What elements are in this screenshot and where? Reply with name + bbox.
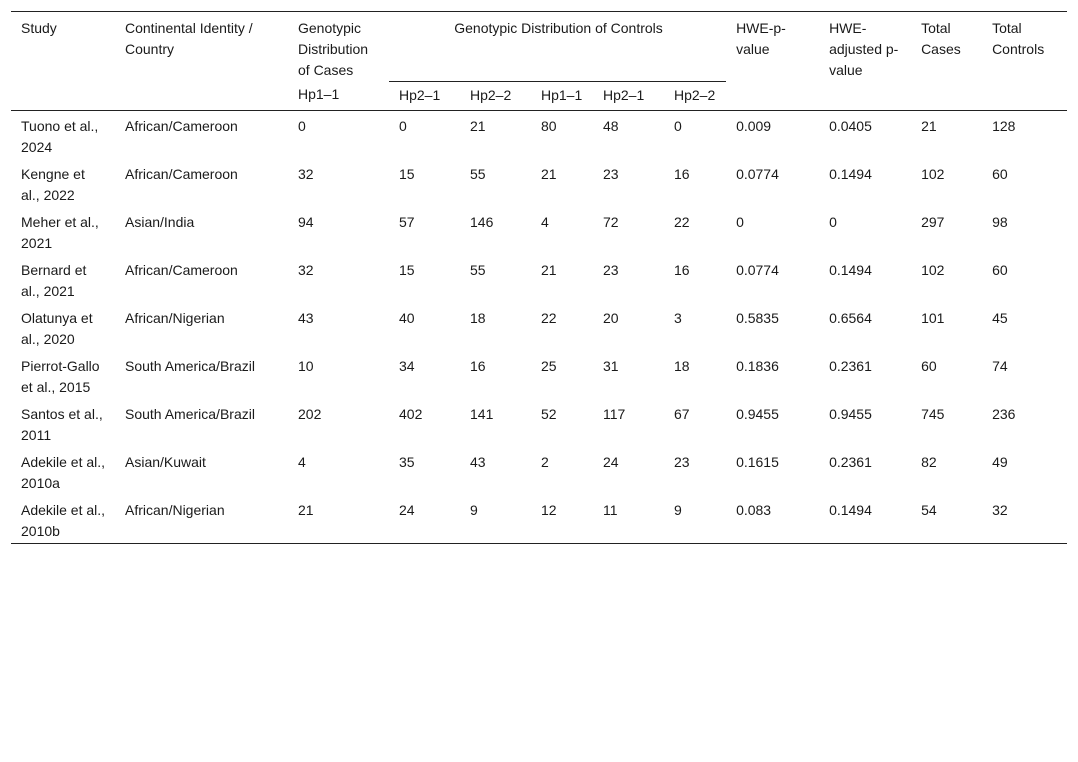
cell-controls-hp21: 40 [399, 309, 415, 326]
table-row [11, 255, 1067, 303]
cell-controls-hp11: 21 [541, 165, 557, 182]
cell-country: African/Cameroon [125, 165, 238, 182]
cell-controls-hp22b: 16 [674, 261, 690, 278]
cell-controls-hp22: 18 [470, 309, 486, 326]
cell-cases-hp11: 32 [298, 261, 314, 278]
cell-total-controls: 60 [992, 165, 1008, 182]
table-row [11, 495, 1067, 544]
cell-controls-hp22: 21 [470, 117, 486, 134]
cell-controls-hp21b: 23 [603, 165, 619, 182]
subheader-controls-hp11: Hp1–1 [541, 86, 583, 103]
cell-country: South America/Brazil [125, 357, 255, 374]
cell-country: Asian/Kuwait [125, 453, 206, 470]
cell-study: Kengne et al., 2022 [21, 165, 85, 203]
cell-controls-hp11: 52 [541, 405, 557, 422]
cell-controls-hp21: 15 [399, 165, 415, 182]
subheader-controls-hp22b: Hp2–2 [674, 86, 716, 103]
cell-controls-hp11: 2 [541, 453, 549, 470]
table-row [11, 447, 1067, 495]
cell-hwe-adjusted: 0.1494 [829, 501, 872, 518]
cell-hwe-adjusted: 0.0405 [829, 117, 872, 134]
cell-country: South America/Brazil [125, 405, 255, 422]
header-study: Study [21, 20, 57, 36]
cell-controls-hp22: 55 [470, 165, 486, 182]
cell-controls-hp21b: 20 [603, 309, 619, 326]
genotype-table [11, 11, 1067, 544]
cell-hwe-p: 0.083 [736, 501, 772, 518]
cell-total-controls: 128 [992, 117, 1016, 134]
header-hwe-p: HWE-p-value [736, 20, 786, 57]
cell-controls-hp21b: 48 [603, 117, 619, 134]
cell-total-controls: 45 [992, 309, 1008, 326]
header-total-controls: Total Controls [992, 20, 1045, 57]
cell-total-cases: 82 [921, 453, 937, 470]
cell-study: Bernard et al., 2021 [21, 261, 87, 299]
cell-controls-hp21b: 23 [603, 261, 619, 278]
cell-controls-hp11: 4 [541, 213, 549, 230]
cell-study: Pierrot-Gallo et al., 2015 [21, 357, 100, 395]
cell-total-controls: 98 [992, 213, 1008, 230]
subheader-empty [726, 81, 819, 110]
cell-controls-hp21b: 11 [603, 501, 618, 518]
cell-controls-hp11: 21 [541, 261, 557, 278]
cell-controls-hp21: 402 [399, 405, 423, 422]
cell-study: Olatunya et al., 2020 [21, 309, 93, 347]
cell-total-controls: 49 [992, 453, 1008, 470]
cell-cases-hp11: 10 [298, 357, 314, 374]
cell-controls-hp11: 12 [541, 501, 557, 518]
cell-cases-hp11: 43 [298, 309, 314, 326]
cell-controls-hp21: 24 [399, 501, 415, 518]
cell-controls-hp11: 22 [541, 309, 557, 326]
cell-controls-hp22b: 0 [674, 117, 682, 134]
cell-study: Meher et al., 2021 [21, 213, 99, 251]
cell-controls-hp21: 0 [399, 117, 407, 134]
cell-country: African/Cameroon [125, 261, 238, 278]
cell-hwe-p: 0.1836 [736, 357, 779, 374]
cell-controls-hp22b: 18 [674, 357, 690, 374]
cell-total-controls: 74 [992, 357, 1008, 374]
cell-controls-hp22: 9 [470, 501, 478, 518]
cell-hwe-adjusted: 0.1494 [829, 261, 872, 278]
cell-cases-hp11: 21 [298, 501, 314, 518]
cell-controls-hp22b: 67 [674, 405, 690, 422]
cell-controls-hp22: 16 [470, 357, 486, 374]
cell-total-cases: 60 [921, 357, 937, 374]
subheader-cases-hp11: Hp1–1 [298, 86, 340, 102]
cell-controls-hp22: 146 [470, 213, 494, 230]
cell-controls-hp21b: 31 [603, 357, 619, 374]
table-row [11, 110, 1067, 159]
cell-country: African/Nigerian [125, 309, 225, 326]
cell-country: African/Nigerian [125, 501, 225, 518]
cell-controls-hp22b: 9 [674, 501, 682, 518]
cell-controls-hp21b: 117 [603, 405, 626, 422]
cell-controls-hp22b: 22 [674, 213, 690, 230]
cell-cases-hp11: 94 [298, 213, 314, 230]
cell-controls-hp21b: 72 [603, 213, 619, 230]
subheader-empty [819, 81, 911, 110]
header-country: Continental Identity / Country [125, 20, 253, 57]
cell-controls-hp21: 34 [399, 357, 415, 374]
header-total-cases: Total Cases [921, 20, 961, 57]
cell-controls-hp22b: 23 [674, 453, 690, 470]
cell-controls-hp22b: 3 [674, 309, 682, 326]
cell-hwe-adjusted: 0 [829, 213, 837, 230]
cell-cases-hp11: 32 [298, 165, 314, 182]
cell-controls-hp21b: 24 [603, 453, 619, 470]
cell-hwe-p: 0.009 [736, 117, 772, 134]
cell-controls-hp11: 80 [541, 117, 557, 134]
cell-controls-hp22: 141 [470, 405, 494, 422]
cell-total-cases: 102 [921, 165, 945, 182]
table-row [11, 303, 1067, 351]
table-body [11, 110, 1067, 543]
cell-hwe-p: 0.0774 [736, 261, 779, 278]
cell-hwe-p: 0.1615 [736, 453, 779, 470]
cell-country: Asian/India [125, 213, 195, 230]
subheader-empty [982, 81, 1067, 110]
cell-country: African/Cameroon [125, 117, 238, 134]
subheader-row [11, 81, 1067, 110]
subheader-empty [11, 81, 115, 110]
subheader-controls-hp21b: Hp2–1 [603, 86, 645, 103]
table-row [11, 159, 1067, 207]
cell-hwe-p: 0.9455 [736, 405, 779, 422]
table-row [11, 399, 1067, 447]
cell-controls-hp21: 57 [399, 213, 415, 230]
cell-hwe-adjusted: 0.1494 [829, 165, 872, 182]
cell-cases-hp11: 202 [298, 405, 322, 422]
cell-controls-hp22: 55 [470, 261, 486, 278]
cell-controls-hp22b: 16 [674, 165, 690, 182]
cell-total-cases: 297 [921, 213, 945, 230]
cell-hwe-p: 0 [736, 213, 744, 230]
header-row [11, 12, 1067, 82]
cell-total-cases: 101 [921, 309, 945, 326]
cell-study: Santos et al., 2011 [21, 405, 103, 443]
cell-total-cases: 21 [921, 117, 937, 134]
subheader-controls-hp22: Hp2–2 [470, 86, 512, 103]
cell-study: Tuono et al., 2024 [21, 117, 99, 155]
cell-controls-hp21: 15 [399, 261, 415, 278]
cell-hwe-adjusted: 0.2361 [829, 453, 872, 470]
cell-total-cases: 745 [921, 405, 945, 422]
cell-total-controls: 60 [992, 261, 1008, 278]
cell-total-cases: 102 [921, 261, 945, 278]
subheader-empty [115, 81, 288, 110]
subheader-controls-hp21: Hp2–1 [399, 86, 441, 103]
subheader-empty [911, 81, 982, 110]
cell-controls-hp22: 43 [470, 453, 486, 470]
cell-cases-hp11: 4 [298, 453, 306, 470]
cell-controls-hp21: 35 [399, 453, 415, 470]
header-cases-group: Genotypic Distribution of Cases [298, 20, 369, 78]
cell-hwe-p: 0.5835 [736, 309, 779, 326]
cell-hwe-adjusted: 0.9455 [829, 405, 872, 422]
cell-total-cases: 54 [921, 501, 937, 518]
cell-hwe-adjusted: 0.2361 [829, 357, 872, 374]
table-row [11, 351, 1067, 399]
cell-study: Adekile et al., 2010b [21, 501, 106, 539]
cell-total-controls: 32 [992, 501, 1008, 518]
cell-controls-hp11: 25 [541, 357, 557, 374]
table-container [11, 11, 1067, 544]
table-row [11, 207, 1067, 255]
cell-hwe-adjusted: 0.6564 [829, 309, 872, 326]
header-controls-group: Genotypic Distribution of Controls [389, 12, 726, 82]
cell-hwe-p: 0.0774 [736, 165, 779, 182]
cell-study: Adekile et al., 2010a [21, 453, 106, 491]
header-hwe-adjusted: HWE-adjusted p-value [829, 20, 899, 78]
cell-cases-hp11: 0 [298, 117, 306, 134]
cell-total-controls: 236 [992, 405, 1016, 422]
